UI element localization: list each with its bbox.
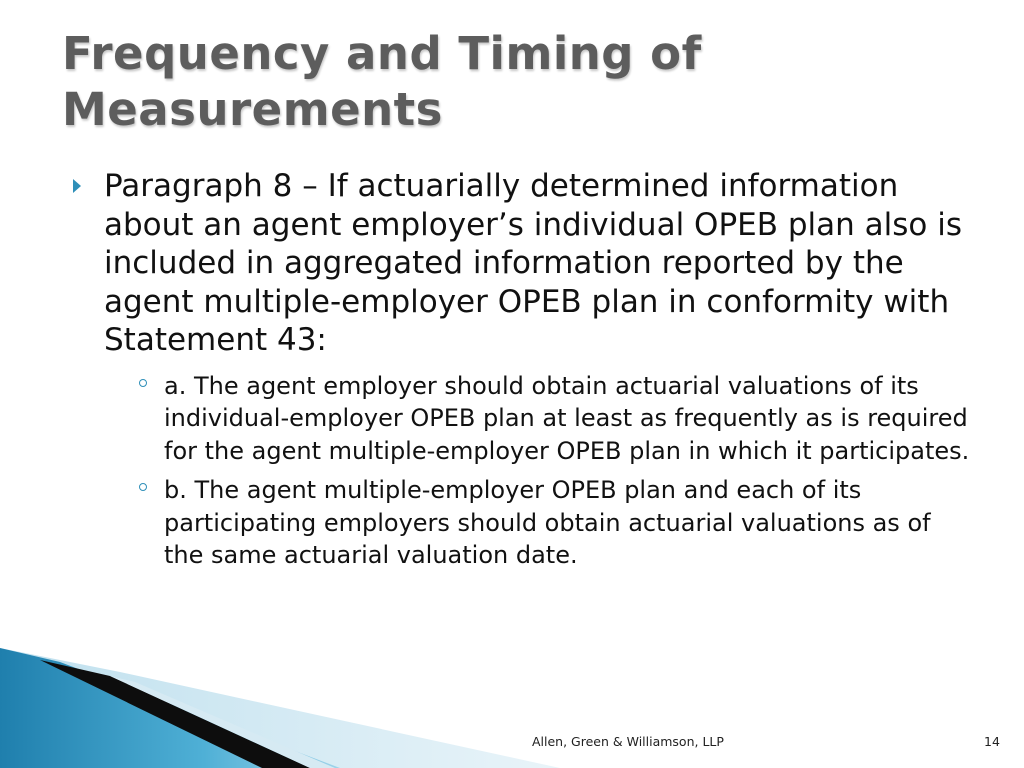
slide-body (72, 167, 972, 579)
sub-bullet-text: b. The agent multiple-employer OPEB plan and each of its participating employers should obtain actuarial valuations as of the same actuarial valuation date. (164, 476, 931, 569)
sub-bullet-text: a. The agent employer should obtain actuarial valuations of its individual-employer OPEB plan at least as frequently as is required for the agent multiple-employer OPEB plan in which it participates. (164, 371, 970, 465)
bullet-paragraph-8 (72, 167, 972, 572)
triangle-bullet-icon (73, 179, 81, 193)
circle-bullet-icon (139, 483, 147, 491)
sub-bullet-list (104, 370, 972, 572)
slide-title: Frequency and Timing of Measurements (62, 27, 702, 136)
footer-firm-name: Allen, Green & Williamson, LLP (532, 734, 724, 749)
circle-bullet-icon (139, 379, 147, 387)
bullet-text: Paragraph 8 – If actuarially determined information about an agent employer’s individual OPEB plan also is included in aggregated information reported by the agent multiple-employer OPEB plan in conformity with Statement 43: (104, 168, 962, 358)
sub-bullet-b (132, 474, 972, 572)
slide-number: 14 (984, 734, 1000, 749)
sub-bullet-a (132, 370, 972, 468)
